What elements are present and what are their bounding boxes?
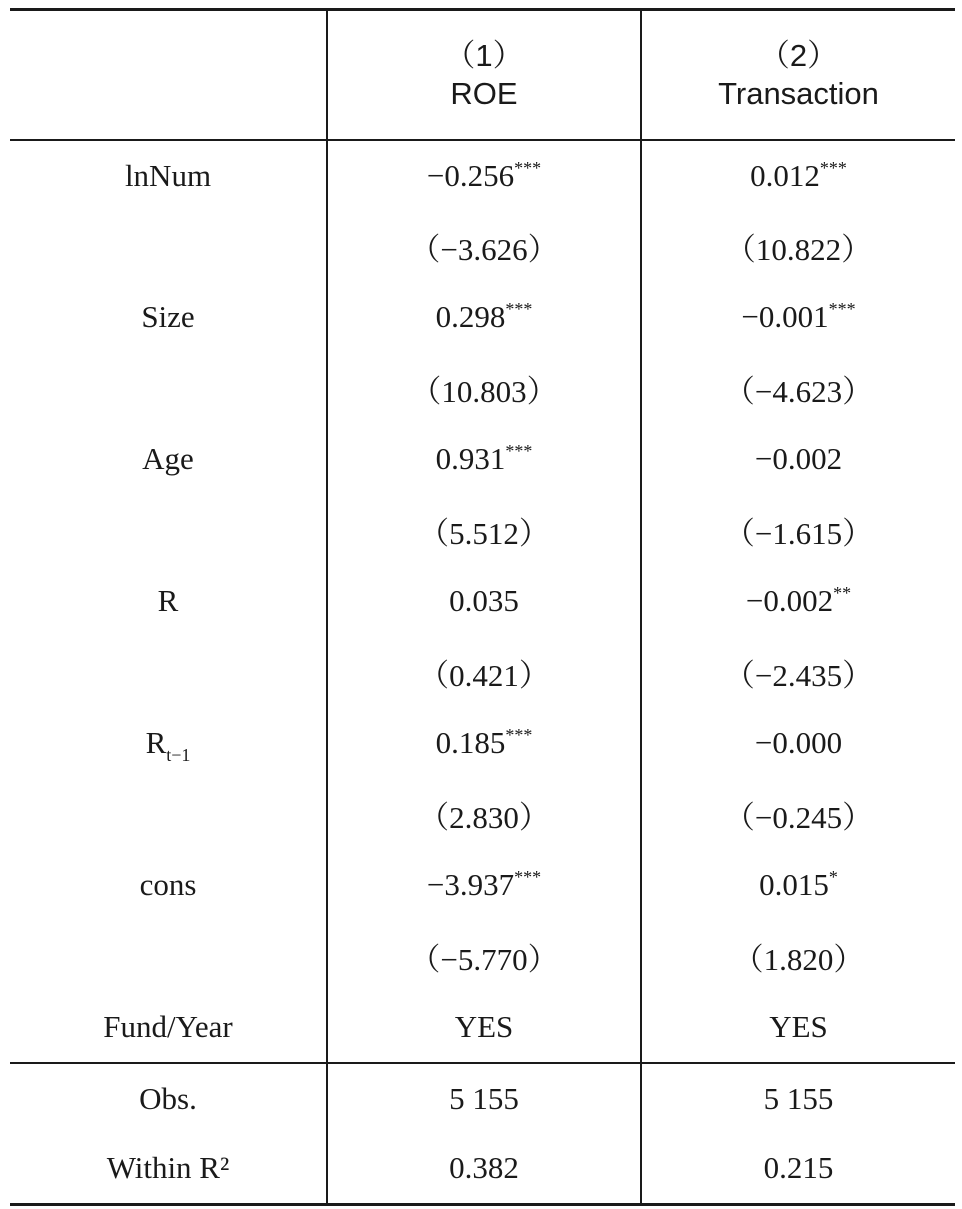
table-row xyxy=(10,921,955,992)
fixed-effects-cell: YES xyxy=(641,992,955,1063)
significance-stars: *** xyxy=(514,867,542,887)
table-row xyxy=(10,637,955,708)
table-row xyxy=(10,1063,955,1134)
coef-cell xyxy=(327,140,641,211)
tstat-value: （2.830） xyxy=(418,799,550,835)
tstat-cell xyxy=(641,211,955,282)
table-header xyxy=(10,10,955,140)
header-row xyxy=(10,10,955,140)
coef-cell xyxy=(327,282,641,353)
tstat-value: （−2.435） xyxy=(723,657,874,693)
tstat-cell xyxy=(641,353,955,424)
row-label xyxy=(10,353,327,424)
coef-value: −0.002 xyxy=(745,583,834,618)
row-label xyxy=(10,211,327,282)
row-label: R xyxy=(157,583,179,618)
col1-name: ROE xyxy=(450,75,518,111)
coef-cell xyxy=(327,850,641,921)
row-label xyxy=(10,921,327,992)
row-label: cons xyxy=(139,867,197,902)
tstat-value: （5.512） xyxy=(418,515,550,551)
table-row xyxy=(10,779,955,850)
header-col2 xyxy=(641,10,955,140)
table-row xyxy=(10,282,955,353)
row-label xyxy=(10,779,327,850)
coef-cell xyxy=(641,140,955,211)
tstat-cell xyxy=(327,637,641,708)
significance-stars: ** xyxy=(833,583,852,603)
coef-cell xyxy=(327,566,641,637)
table-row xyxy=(10,992,955,1063)
tstat-cell xyxy=(327,211,641,282)
tstat-value: （1.820） xyxy=(732,941,865,977)
label-subscript: t−1 xyxy=(166,745,191,765)
significance-stars: *** xyxy=(514,157,542,178)
stat-cell: 0.382 xyxy=(327,1134,641,1205)
table-row xyxy=(10,140,955,211)
coef-value: −3.937 xyxy=(426,867,515,902)
tstat-value: （−3.626） xyxy=(409,231,559,267)
coef-value: 0.012 xyxy=(750,157,820,193)
row-label: Size xyxy=(141,299,195,334)
table-row xyxy=(10,708,955,779)
row-label xyxy=(10,495,327,566)
coef-value: −0.001 xyxy=(741,299,829,334)
col2-number: （2） xyxy=(758,37,839,73)
regression-table-container xyxy=(10,8,955,1206)
header-corner-cell xyxy=(10,10,327,140)
tstat-cell xyxy=(641,779,955,850)
header-col1 xyxy=(327,10,641,140)
row-label: Fund/Year xyxy=(103,1008,233,1044)
row-label: Obs. xyxy=(10,1063,327,1134)
tstat-value: （10.822） xyxy=(724,231,873,267)
coef-value: 0.298 xyxy=(435,299,506,334)
table-row xyxy=(10,424,955,495)
coef-cell xyxy=(327,424,641,495)
tstat-value: （−5.770） xyxy=(409,941,559,977)
coef-value: 0.035 xyxy=(449,583,519,618)
table-row xyxy=(10,353,955,424)
coef-cell xyxy=(641,850,955,921)
col1-number: （1） xyxy=(444,37,524,73)
significance-stars: * xyxy=(828,867,838,887)
stat-cell: 5 155 xyxy=(641,1063,955,1134)
tstat-value: （10.803） xyxy=(410,373,558,409)
significance-stars: *** xyxy=(505,725,533,745)
table-body xyxy=(10,140,955,1205)
row-label: Within R² xyxy=(10,1134,327,1205)
row-label: lnNum xyxy=(124,157,212,193)
tstat-value: （−1.615） xyxy=(723,515,874,551)
row-label: Age xyxy=(142,441,194,476)
coef-cell xyxy=(641,424,955,495)
significance-stars: *** xyxy=(819,157,847,178)
tstat-cell xyxy=(641,921,955,992)
table-row xyxy=(10,566,955,637)
significance-stars: *** xyxy=(505,441,533,461)
tstat-cell xyxy=(641,637,955,708)
stat-cell: 0.215 xyxy=(641,1134,955,1205)
coef-value: 0.185 xyxy=(435,725,506,760)
col2-name: Transaction xyxy=(718,75,879,111)
coef-value: −0.256 xyxy=(426,157,515,193)
tstat-cell xyxy=(327,353,641,424)
row-label xyxy=(10,637,327,708)
tstat-value: （−0.245） xyxy=(723,799,874,835)
fixed-effects-cell: YES xyxy=(327,992,641,1063)
coef-value: 0.931 xyxy=(435,441,506,476)
tstat-cell xyxy=(641,495,955,566)
significance-stars: *** xyxy=(828,299,856,319)
tstat-value: （0.421） xyxy=(418,657,550,693)
table-row xyxy=(10,1134,955,1205)
coef-cell xyxy=(641,708,955,779)
tstat-cell xyxy=(327,921,641,992)
coef-cell xyxy=(641,566,955,637)
coef-cell xyxy=(641,282,955,353)
row-label: $R_{t-1}$ xyxy=(145,725,191,765)
tstat-cell xyxy=(327,495,641,566)
table-row xyxy=(10,495,955,566)
significance-stars: *** xyxy=(505,299,533,319)
coef-value: 0.015 xyxy=(759,867,829,902)
regression-table xyxy=(10,8,955,1206)
table-row xyxy=(10,850,955,921)
coef-value: −0.002 xyxy=(754,441,843,476)
coef-cell xyxy=(327,708,641,779)
tstat-value: （−4.623） xyxy=(723,373,874,409)
table-row xyxy=(10,211,955,282)
tstat-cell xyxy=(327,779,641,850)
stat-cell: 5 155 xyxy=(327,1063,641,1134)
coef-value: −0.000 xyxy=(754,725,843,760)
